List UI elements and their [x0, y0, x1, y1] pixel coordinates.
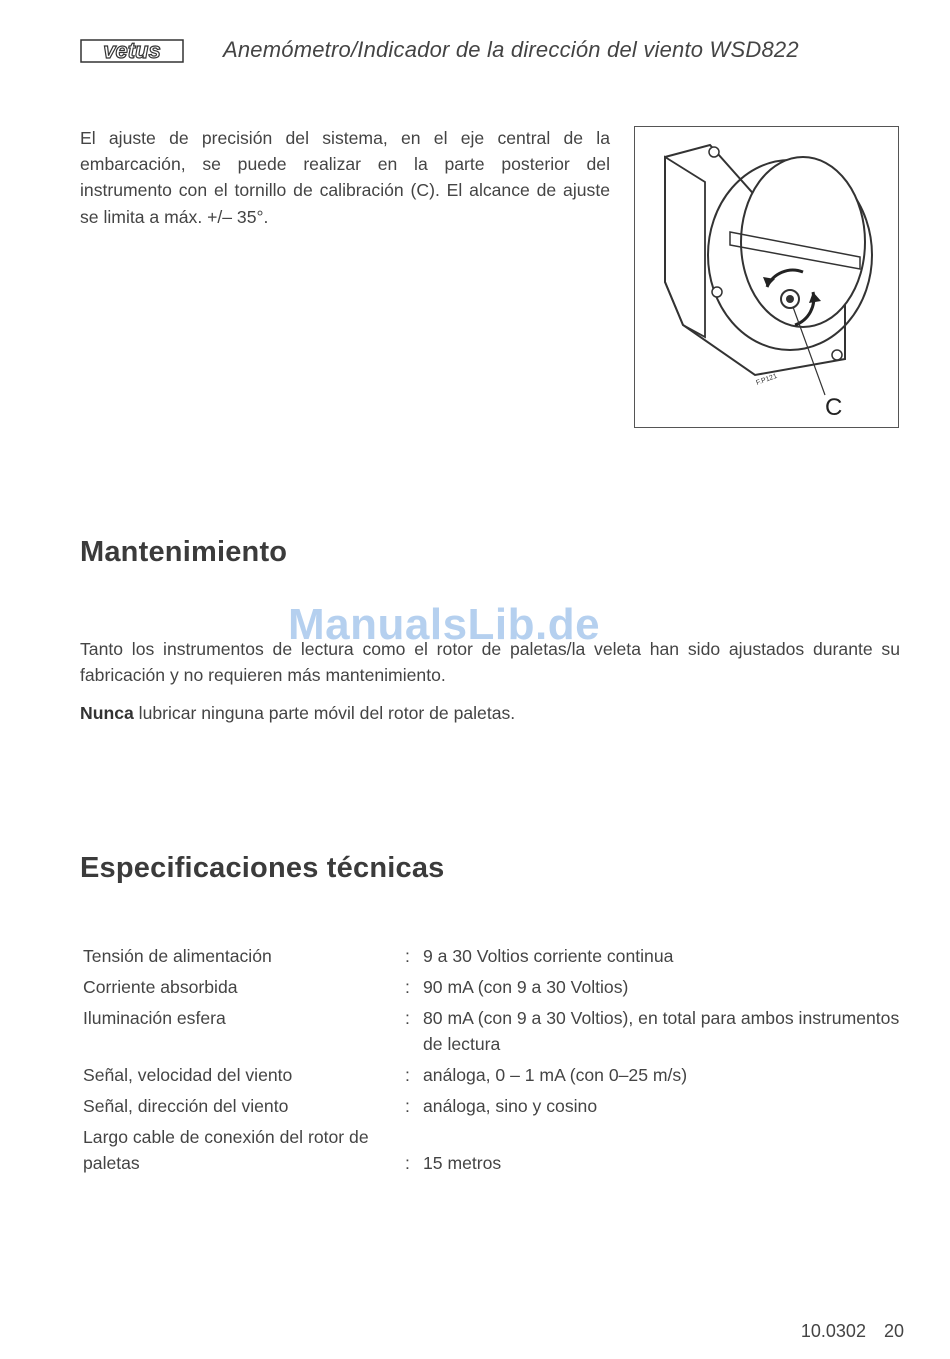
spec-separator: :	[405, 1096, 410, 1116]
maintenance-note-strong: Nunca	[80, 703, 134, 723]
instrument-back-illustration	[635, 127, 897, 426]
spec-row	[83, 974, 903, 1000]
figure-label-c: C	[825, 394, 843, 421]
spec-value: 80 mA (con 9 a 30 Voltios), en total para ambos instrumentos de lectura	[423, 1008, 900, 1054]
intro-paragraph: El ajuste de precisión del sistema, en el eje central de la embarcación, se puede realizar en la parte posterior del instrumento con el tornillo de calibración (C). El alcance de ajuste se limita a máx. +/– 35°.	[80, 128, 610, 227]
vetus-logo	[80, 36, 184, 64]
bolt-icon	[712, 287, 722, 297]
page-number: 20	[883, 1321, 904, 1341]
page-header	[80, 34, 880, 70]
svg-text:vetus: vetus	[103, 38, 161, 63]
spec-value: análoga, 0 – 1 mA (con 0–25 m/s)	[423, 1065, 688, 1085]
spec-separator: :	[405, 1153, 410, 1173]
document-title: Anemómetro/Indicador de la dirección del viento WSD822	[223, 37, 799, 62]
document-number: 10.0302	[800, 1321, 866, 1341]
spec-value: 9 a 30 Voltios corriente continua	[423, 946, 674, 966]
manualslib-watermark: ManualsLib.de	[288, 600, 601, 649]
spec-label: Tensión de alimentación	[83, 946, 272, 966]
spec-row	[83, 943, 903, 969]
maintenance-note	[80, 700, 515, 726]
spec-row	[83, 1005, 903, 1057]
spec-value: 90 mA (con 9 a 30 Voltios)	[423, 977, 629, 997]
maintenance-paragraph: Tanto los instrumentos de lectura como el rotor de paletas/la veleta han sido ajustados durante su fabricación y no requieren más mantenimiento.	[80, 639, 900, 685]
maintenance-note-rest: lubricar ninguna parte móvil del rotor de paletas.	[133, 703, 516, 723]
bolt-icon	[832, 350, 842, 360]
spec-value: 15 metros	[423, 1153, 502, 1173]
maintenance-heading: Mantenimiento	[80, 536, 288, 568]
bolt-icon	[709, 147, 719, 157]
spec-row	[83, 1093, 903, 1119]
spec-label: Largo cable de conexión del rotor de paletas	[83, 1127, 369, 1173]
spec-row	[83, 1062, 903, 1088]
page-footer	[801, 1321, 904, 1342]
spec-label: Señal, velocidad del viento	[83, 1065, 293, 1085]
specs-table	[83, 943, 903, 1181]
spec-value: análoga, sino y cosino	[423, 1096, 598, 1116]
spec-separator: :	[405, 1008, 410, 1028]
specs-heading: Especificaciones técnicas	[80, 852, 445, 884]
spec-separator: :	[405, 977, 410, 997]
spec-label: Iluminación esfera	[83, 1008, 226, 1028]
spec-row	[83, 1124, 903, 1176]
figure-code: F.P121	[755, 372, 779, 387]
spec-separator: :	[405, 946, 410, 966]
spec-separator: :	[405, 1065, 410, 1085]
spec-label: Señal, dirección del viento	[83, 1096, 289, 1116]
calibration-figure	[634, 126, 899, 428]
spec-label: Corriente absorbida	[83, 977, 238, 997]
